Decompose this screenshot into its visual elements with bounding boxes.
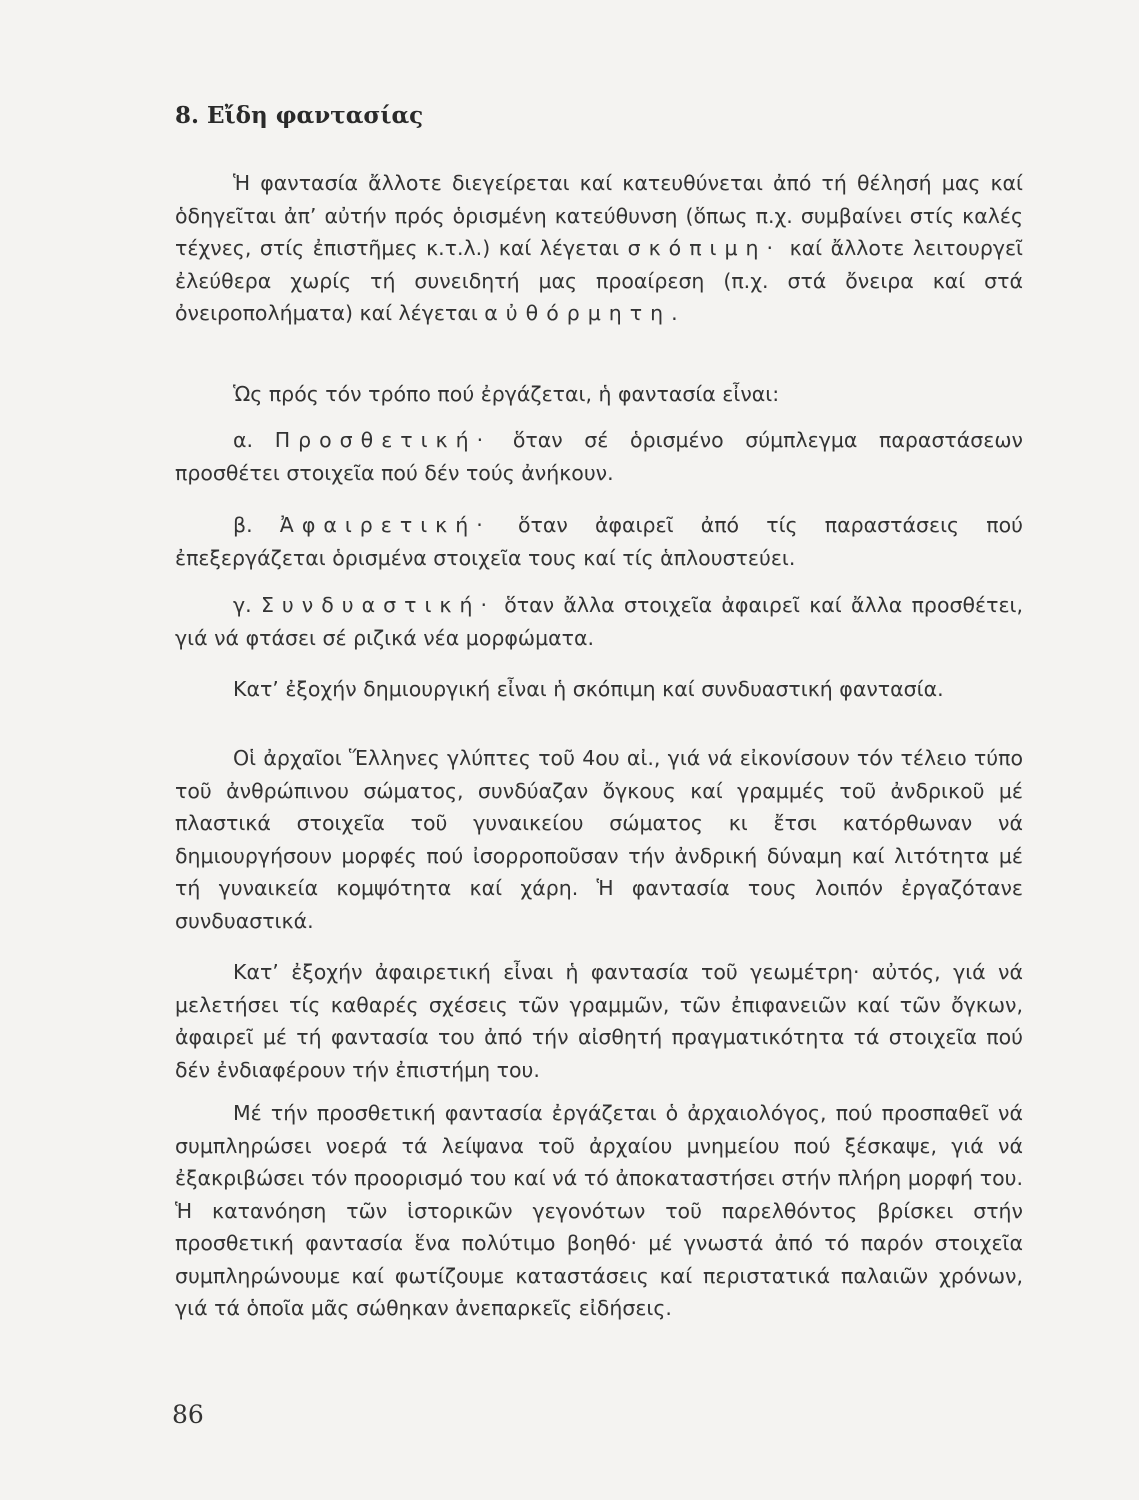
paragraph-types-intro: Ὡς πρός τόν τρόπο πού ἐργάζεται, ἡ φαντασία εἶναι: — [233, 382, 780, 406]
list-item-syndyastiki — [175, 589, 1023, 654]
paragraph-sculptors: Οἱ ἀρχαῖοι Ἕλληνες γλύπτες τοῦ 4ου αἰ., γιά νά εἰκονίσουν τόν τέλειο τύπο τοῦ ἀνθρώπινου σώματος, συνδύαζαν ὄγκους καί γραμμές τοῦ ἀνδρικοῦ μέ πλαστικά στοιχεῖα τοῦ γυναικείου σώματος κι ἔτσι κατόρθωναν νά δημιουργήσουν μορφές πού ἰσορροποῦσαν τήν ἀνδρική δύναμη καί λιτότητα μέ τή γυναικεία κομψότητα καί χάρη. Ἡ φαντασία τους λοιπόν ἐργαζότανε συνδυαστικά. — [175, 746, 1023, 933]
paragraph-geometer: Κατ’ ἐξοχήν ἀφαιρετική εἶναι ἡ φαντασία τοῦ γεωμέτρη· αὐτός, γιά νά μελετήσει τίς καθαρές σχέσεις τῶν γραμμῶν, τῶν ἐπιφανειῶν καί τῶν ὄγκων, ἀφαιρεῖ μέ τή φαντασία του ἀπό τήν αἰσθητή πραγματικότητα τά στοιχεῖα πού δέν ἐνδιαφέρουν τήν ἐπιστήμη του. — [175, 960, 1023, 1082]
list-text: ὅταν σέ ὁρισμένο σύμπλεγμα παραστάσεων προσθέτει στοιχεῖα πού δέν τούς ἀνήκουν. — [175, 428, 1023, 485]
term-avthormiti: αὐθόρμητη. — [484, 301, 686, 325]
term-afairetiki: Ἀφαιρετική· — [279, 513, 491, 537]
list-label: γ. — [233, 593, 252, 617]
list-text: ὅταν ἀφαιρεῖ ἀπό τίς παραστάσεις πού ἐπεξεργάζεται ὁρισμένα στοιχεῖα τους καί τίς ἁπλουστεύει. — [175, 513, 1023, 570]
term-skopimi: σκόπιμη· — [627, 236, 782, 260]
list-item-prosthetiki — [175, 424, 1023, 489]
list-label: α. — [233, 428, 254, 452]
paragraph-text: Ἡ φαντασία ἄλλοτε διεγείρεται καί κατευθύνεται ἀπό τή θέλησή μας καί ὁδηγεῖται ἀπ’ αὐτήν πρός ὁρισμένη κατεύθυνση (ὅπως π.χ. συμβαίνει στίς καλές τέχνες, στίς ἐπιστῆμες κ.τ.λ.) καί λέγεται — [175, 171, 1023, 260]
page-number: 86 — [172, 1400, 204, 1429]
paragraph-text: καί ἄλλοτε λειτουργεῖ ἐλεύθερα χωρίς τή συνειδητή μας προαίρεση (π.χ. στά ὄνειρα καί στά ὀνειροπολήματα) καί λέγεται — [175, 236, 1023, 325]
term-prosthetiki: Προσθετική· — [274, 428, 492, 452]
section-title: Εἴδη φαντασίας — [207, 102, 424, 129]
paragraph-creative: Κατ’ ἐξοχήν δημιουργική εἶναι ἡ σκόπιμη καί συνδυαστική φαντασία. — [233, 677, 944, 701]
list-item-afairetiki — [175, 509, 1023, 574]
list-label: β. — [233, 513, 253, 537]
term-syndyastiki: Συνδυαστική· — [260, 593, 495, 617]
section-heading — [175, 102, 423, 129]
section-number: 8. — [175, 102, 200, 129]
list-text: ὅταν ἄλλα στοιχεῖα ἀφαιρεῖ καί ἄλλα προσθέτει, γιά νά φτάσει σέ ριζικά νέα μορφώματα. — [175, 593, 1023, 650]
paragraph-definition — [175, 167, 1023, 330]
paragraph-archaeologist: Μέ τήν προσθετική φαντασία ἐργάζεται ὁ ἀρχαιολόγος, πού προσπαθεῖ νά συμπληρώσει νοερά τά λείψανα τοῦ ἀρχαίου μνημείου πού ξέσκαψε, γιά νά ἐξακριβώσει τόν προορισμό του καί νά τό ἀποκαταστήσει στήν πλήρη μορφή του. Ἡ κατανόηση τῶν ἱστορικῶν γεγονότων τοῦ παρελθόντος βρίσκει στήν προσθετική φαντασία ἕνα πολύτιμο βοηθό· μέ γνωστά ἀπό τό παρόν στοιχεῖα συμπληρώνουμε καί φωτίζουμε καταστάσεις καί περιστατικά παλαιῶν χρόνων, γιά τά ὁποῖα μᾶς σώθηκαν ἀνεπαρκεῖς εἰδήσεις. — [175, 1101, 1023, 1320]
